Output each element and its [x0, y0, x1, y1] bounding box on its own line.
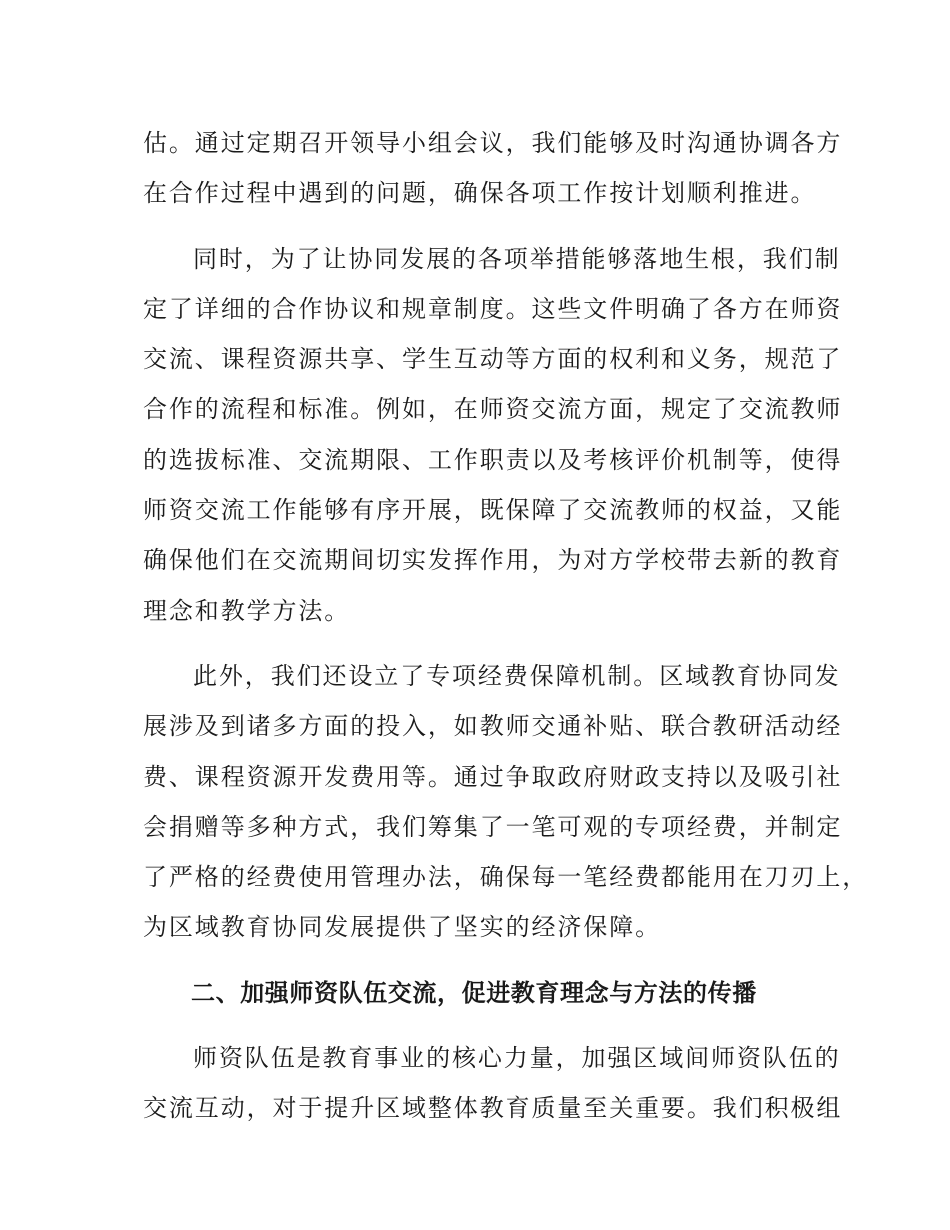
document-body	[143, 118, 869, 1133]
paragraph	[143, 1033, 843, 1134]
text-line: 定了详细的合作协议和规章制度。这些文件明确了各方在师资	[143, 294, 843, 323]
text-line: 师资交流工作能够有序开展，既保障了交流教师的权益，又能	[143, 496, 843, 525]
text-line: 的选拔标准、交流期限、工作职责以及考核评价机制等，使得	[143, 445, 843, 474]
paragraph-gap	[143, 636, 823, 651]
paragraph-gap	[143, 953, 823, 968]
paragraph-gap	[143, 1018, 823, 1033]
text-line: 理念和教学方法。	[143, 596, 351, 625]
text-line: 确保他们在交流期间切实发挥作用，为对方学校带去新的教育	[143, 546, 843, 575]
text-line: 交流、课程资源共享、学生互动等方面的权利和义务，规范了	[143, 345, 843, 374]
text-line: 此外，我们还设立了专项经费保障机制。区域教育协同发	[193, 661, 841, 690]
text-line: 展涉及到诸多方面的投入，如教师交通补贴、联合教研活动经	[143, 712, 843, 741]
paragraph	[143, 234, 843, 636]
text-line: 交流互动，对于提升区域整体教育质量至关重要。我们积极组	[143, 1094, 843, 1123]
section-heading: 二、加强师资队伍交流，促进教育理念与方法的传播	[191, 978, 757, 1007]
text-line: 为区域教育协同发展提供了坚实的经济保障。	[143, 913, 661, 942]
text-line: 在合作过程中遇到的问题，确保各项工作按计划顺利推进。	[143, 179, 817, 208]
text-line: 合作的流程和标准。例如，在师资交流方面，规定了交流教师	[143, 395, 843, 424]
paragraph	[143, 118, 843, 219]
paragraph	[143, 651, 869, 953]
text-line: 会捐赠等多种方式，我们筹集了一笔可观的专项经费，并制定	[143, 812, 843, 841]
text-line: 师资队伍是教育事业的核心力量，加强区域间师资队伍的	[193, 1043, 841, 1072]
text-line: 费、课程资源开发费用等。通过争取政府财政支持以及吸引社	[143, 762, 843, 791]
text-line: 同时，为了让协同发展的各项举措能够落地生根，我们制	[193, 244, 841, 273]
paragraph-gap	[143, 219, 823, 234]
text-line: 估。通过定期召开领导小组会议，我们能够及时沟通协调各方	[143, 129, 843, 157]
text-line: 了严格的经费使用管理办法，确保每一笔经费都能用在刀刃上，	[143, 863, 869, 892]
